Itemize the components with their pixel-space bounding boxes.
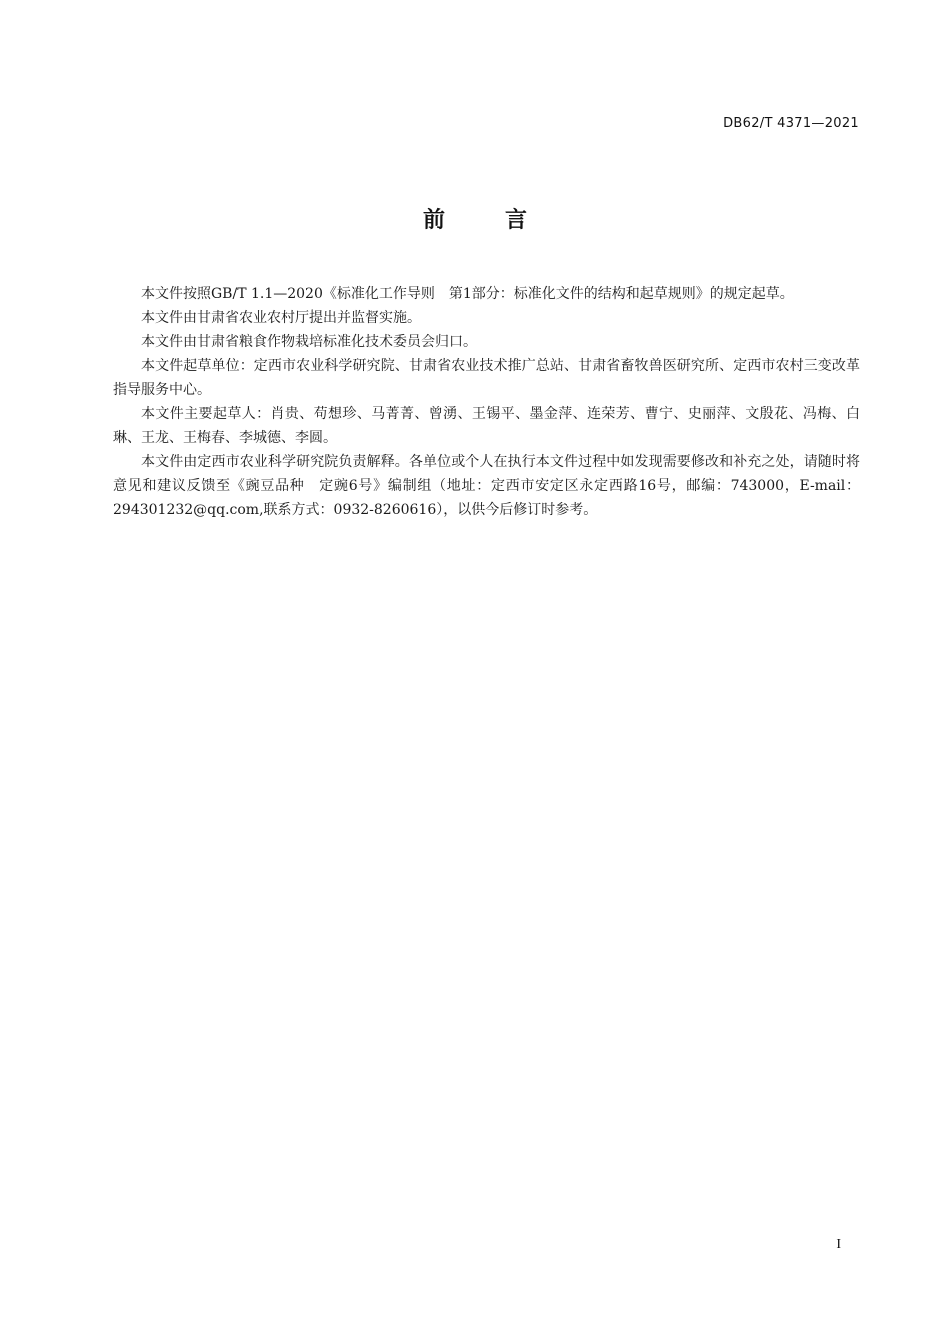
- paragraph-drafting-rules: 本文件按照GB/T 1.1—2020《标准化工作导则 第1部分：标准化文件的结构和起草规则》的规定起草。: [141, 286, 794, 302]
- paragraph-centralized-unit: 本文件由甘肃省粮食作物栽培标准化技术委员会归口。: [141, 334, 477, 350]
- paragraph-drafters: 本文件主要起草人：肖贵、苟想珍、马菁菁、曾湧、王锡平、墨金萍、连荣芳、曹宁、史丽萍、文殷花、冯梅、白琳、王龙、王梅春、李城德、李圆。: [113, 406, 860, 446]
- paragraph-drafting-units: 本文件起草单位：定西市农业科学研究院、甘肃省农业技术推广总站、甘肃省畜牧兽医研究所、定西市农村三变改革指导服务中心。: [113, 358, 860, 398]
- document-code: DB62/T 4371—2021: [723, 116, 859, 131]
- paragraph-interpretation: 本文件由定西市农业科学研究院负责解释。各单位或个人在执行本文件过程中如发现需要修改和补充之处，请随时将意见和建议反馈至《豌豆品种 定豌6号》编制组（地址：定西市安定区永定西路16号，邮编：743000，E-mail：294301232@qq.com,联系方式：0932-8260616），以供今后修订时参考。: [113, 454, 860, 518]
- foreword-body: [113, 282, 860, 522]
- page-title: 前言: [422, 208, 587, 233]
- page-number: I: [836, 1237, 841, 1252]
- paragraph-proposer: 本文件由甘肃省农业农村厅提出并监督实施。: [141, 310, 421, 326]
